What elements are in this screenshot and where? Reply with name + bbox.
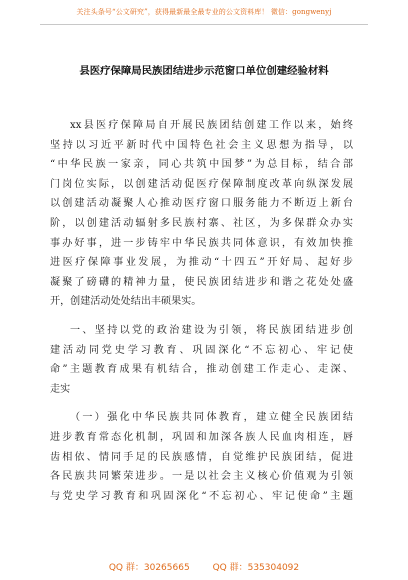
page-footer bbox=[0, 560, 408, 573]
section-heading-line: 建活动同党史学习教育、巩固深化“不忘初心、牢记使 bbox=[50, 344, 353, 356]
section-heading-line: 命”主题教育成果有机结合，推动创建工作走心、走深、 bbox=[50, 364, 353, 376]
header-promo-text: 关注头条号“公文研究”，获得最新最全最专业的公文资料库！ 微信：gongwenyj bbox=[76, 8, 332, 16]
text-line: 齿相依、情同手足的民族感情，自觉维护民族团结，促进 bbox=[50, 451, 353, 463]
text-line: 凝聚了磅礴的精神力量，使民族团结进步和谐之花处处盛 bbox=[50, 276, 353, 288]
text-line: 开，创建活动处处结出丰硕果实。 bbox=[50, 296, 202, 308]
text-line: 进步教育常态化机制，巩固和加深各族人民血肉相连，唇 bbox=[50, 431, 353, 443]
text-line: 阶，以创建活动辐射多民族村寨、社区，为多保群众办实 bbox=[50, 217, 353, 229]
footer-qq-group-2: QQ 群：535304092 bbox=[212, 563, 300, 573]
text-line: （一）强化中华民族共同体教育，建立健全民族团结 bbox=[70, 412, 353, 424]
paragraph-intro bbox=[50, 116, 353, 312]
section-heading-line: 走实 bbox=[50, 383, 71, 395]
text-line: 各民族共同繁荣进步。一是以社会主义核心价值观为引领 bbox=[50, 471, 353, 483]
text-line: 以创建活动凝聚人心推动医疗窗口服务能力不断迈上新台 bbox=[50, 198, 353, 210]
footer-qq-group-1: QQ 群：30265665 bbox=[108, 563, 190, 573]
paragraph-subsection-one bbox=[50, 408, 353, 506]
document-title: 县医疗保障局民族团结进步示范窗口单位创建经验材料 bbox=[79, 65, 329, 77]
page-header bbox=[40, 0, 368, 25]
text-line: 事办好事，进一步铸牢中华民族共同体意识，有效加快推 bbox=[50, 237, 353, 249]
text-line: 与党史学习教育和巩固深化“不忘初心、牢记使命”主题 bbox=[50, 490, 353, 502]
text-line: “中华民族一家亲，同心共筑中国梦”为总目标，结合部 bbox=[50, 159, 353, 171]
paragraph-section-one bbox=[50, 321, 353, 399]
text-line: 坚持以习近平新时代中国特色社会主义思想为指导，以 bbox=[50, 139, 353, 151]
text-line: xx县医疗保障局自开展民族团结创建工作以来，始终 bbox=[70, 120, 353, 131]
text-line: 进医疗保障事业发展，为推动“十四五”开好局、起好步 bbox=[50, 257, 353, 269]
section-heading-line: 一、坚持以党的政治建设为引领，将民族团结进步创 bbox=[70, 324, 353, 336]
text-line: 门岗位实际，以创建活动促医疗保障制度改革向纵深发展 bbox=[50, 178, 353, 190]
document-body bbox=[50, 116, 353, 506]
